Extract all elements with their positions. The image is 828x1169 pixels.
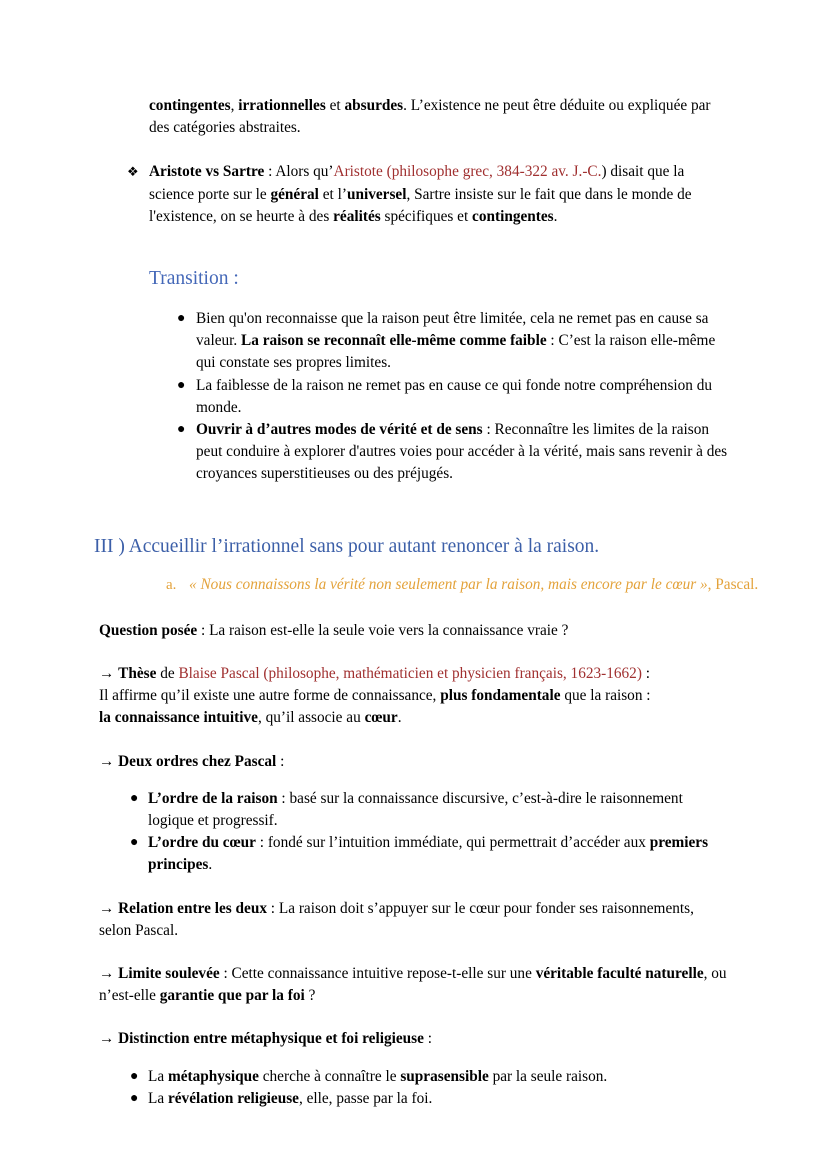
lettered-list [99,574,759,596]
bold-term-general: général [270,185,319,203]
arrow-icon: → [99,752,119,770]
bold-term-plus-fondamentale: plus fondamentale [440,687,561,705]
text-segment: : basé sur la connaissance discursive, c’est-à-dire le raisonnement logique et progressif. [148,789,683,830]
lettered-item-text [189,576,758,593]
question-text: : La raison est-elle la seule voie vers la connaissance vraie ? [197,621,569,639]
these-paragraph [99,663,730,730]
round-bullet-icon: ● [130,790,139,806]
bold-term-contingentes: contingentes [149,97,231,114]
list-item [99,419,730,486]
transition-bullet-text [196,310,715,371]
text-segment: ) disait que la science porte sur le [149,163,685,203]
text-segment: , elle, passe par la foi. [298,1089,433,1107]
separator-comma: , [230,97,239,114]
text-segment: : Alors qu’ [264,163,334,181]
list-item [139,574,770,596]
bold-term-contingentes-2: contingentes [472,207,554,225]
round-bullet-icon: ● [177,422,186,438]
question-posee-paragraph [99,620,730,642]
diamond-bullet-icon: ❖ [127,164,139,180]
bold-term-connaissance-intuitive: la connaissance intuitive [99,709,258,727]
bold-label-aristote-vs-sartre: Aristote vs Sartre [149,163,265,181]
bullet-text [148,834,708,873]
list-item [99,1066,730,1088]
arrow-icon: → [99,965,119,983]
deux-ordres-paragraph [99,751,730,773]
document-body [94,95,759,1110]
bold-term-metaphysique: métaphysique [167,1067,259,1085]
text-segment: que la raison : [560,687,651,705]
text-segment: cherche à connaître le [258,1067,401,1085]
continuation-paragraph [149,95,721,139]
text-segment: : [276,752,285,770]
transition-heading: Transition : [149,268,239,290]
round-bullet-icon: ● [130,1068,139,1084]
bold-term-irrationnelles: irrationnelles [238,97,326,114]
list-item [99,788,730,832]
text-segment: : [641,665,650,683]
text-segment: ? [304,987,316,1005]
text-segment: spécifiques et [380,207,473,225]
bold-term-revelation-religieuse: révélation religieuse [167,1089,299,1107]
quote-pascal: « Nous connaissons la vérité non seulement par la raison, mais encore par le cœur » [189,575,708,593]
bullet-text [148,790,683,829]
text-segment: , Sartre insiste sur le fait que dans le monde de l'existence, on se heurte à des [149,185,692,225]
arrow-icon: → [99,1030,119,1048]
text-segment: Bien qu'on reconnaisse que la raison peut être limitée, cela ne remet pas en cause sa valeur. [196,310,709,350]
arrow-icon: → [99,899,119,917]
relation-paragraph [99,898,730,942]
bold-term-realites: réalités [333,207,381,225]
text-segment: . [397,709,402,727]
bold-label-these: Thèse [118,665,157,683]
separator-et: et [325,97,345,114]
round-bullet-icon: ● [130,835,139,851]
letter-marker-a: a. [166,576,177,593]
transition-bullet-list [99,308,730,486]
round-bullet-icon: ● [130,1090,139,1106]
bold-label-distinction: Distinction entre métaphysique et foi religieuse [118,1030,424,1048]
bold-statement-ouvrir-autres-modes: Ouvrir à d’autres modes de vérité et de sens [196,421,483,439]
text-segment: de [156,665,179,683]
diamond-bullet-text [149,163,692,224]
text-segment: : fondé sur l’intuition immédiate, qui permettrait d’accéder aux [255,834,650,852]
arrow-icon: → [99,665,119,683]
bold-label-ordre-raison: L’ordre de la raison [148,789,278,807]
round-bullet-icon: ● [177,377,186,393]
text-segment: La [148,1067,168,1085]
bold-label-question-posee: Question posée [99,621,198,639]
text-segment: , qu’il associe au [257,709,365,727]
bold-term-absurdes: absurdes [344,97,404,114]
bold-statement-raison-faible: La raison se reconnaît elle-même comme faible [241,332,547,350]
section-heading-three: III ) Accueillir l’irrationnel sans pour autant renoncer à la raison. [94,535,600,557]
bullet-text [148,1068,607,1085]
red-citation-aristote: Aristote (philosophe grec, 384-322 av. J.-C. [333,163,602,181]
bold-label-limite: Limite soulevée [118,965,220,983]
text-segment: et l’ [318,185,347,203]
bold-label-relation: Relation entre les deux [118,899,267,917]
bold-term-suprasensible: suprasensible [400,1067,489,1085]
relation-text: : La raison doit s’appuyer sur le cœur pour fonder ses raisonnements, selon Pascal. [99,899,694,939]
text-segment: La [148,1089,168,1107]
list-item [99,375,730,419]
text-segment: . [208,856,213,874]
bold-term-premiers-principes: premiers principes [148,834,709,874]
diamond-bullet-list [99,161,730,228]
bold-term-universel: universel [346,185,407,203]
transition-bullet-text [196,377,712,416]
list-item [99,1088,730,1110]
deux-ordres-bullet-list [99,788,730,877]
transition-bullet-text [196,421,727,482]
text-segment: . [553,207,558,225]
text-segment: : C’est la raison elle-même qui constate ses propres limites. [196,332,716,372]
red-citation-pascal: Blaise Pascal (philosophe, mathématicien et physicien français, 1623-1662) [178,665,642,683]
bold-term-garantie-foi: garantie que par la foi [159,987,305,1005]
continuation-rest: . L’existence ne peut être déduite ou expliquée par des catégories abstraites. [149,97,711,137]
text-segment: : Reconnaître les limites de la raison peut conduire à explorer d'autres voies pour accéder à la vérité, mais sans revenir à des croyances superstitieuses ou des préjugés. [196,421,728,483]
bold-term-faculte-naturelle: véritable faculté naturelle [535,965,704,983]
bold-label-deux-ordres: Deux ordres chez Pascal [118,752,277,770]
round-bullet-icon: ● [177,311,186,327]
list-item [99,161,721,228]
text-segment: : Cette connaissance intuitive repose-t-elle sur une [219,965,536,983]
distinction-paragraph [99,1028,730,1050]
text-segment: par la seule raison. [488,1067,608,1085]
bold-label-ordre-coeur: L’ordre du cœur [148,834,256,852]
quote-attribution: , Pascal. [707,575,759,593]
limite-paragraph [99,963,730,1007]
list-item [99,832,730,876]
text-segment: : [423,1030,432,1048]
text-segment: Il affirme qu’il existe une autre forme de connaissance, [99,687,441,705]
bold-term-coeur: cœur [364,709,398,727]
text-segment: La faiblesse de la raison ne remet pas en cause ce qui fonde notre compréhension du monde. [196,376,713,416]
text-segment: , ou n’est-elle [99,965,727,1005]
list-item [99,308,730,375]
distinction-bullet-list [99,1066,730,1110]
bullet-text [148,1090,432,1107]
